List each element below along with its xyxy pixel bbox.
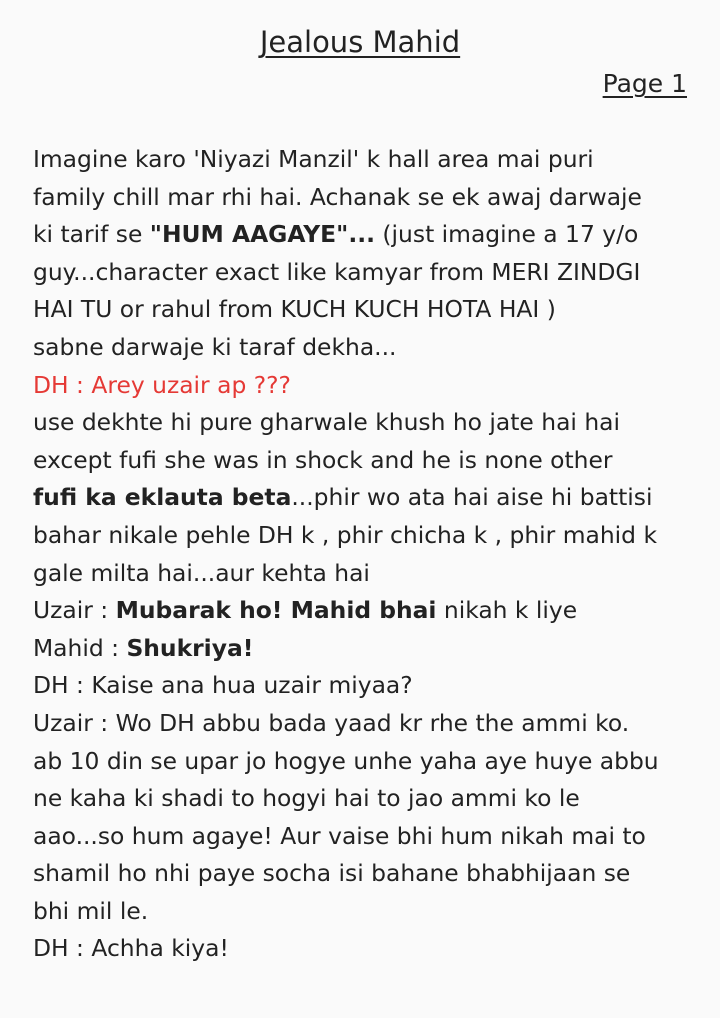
text-segment: DH : Kaise ana hua uzair miyaa? (33, 671, 413, 700)
story-line (33, 667, 693, 705)
text-segment: HAI TU or rahul from KUCH KUCH HOTA HAI ) (33, 295, 556, 324)
text-segment: Mahid : (33, 633, 127, 662)
story-line (33, 930, 693, 968)
text-segment: gale milta hai...aur kehta hai (33, 558, 370, 587)
story-line (33, 855, 693, 893)
story-line (33, 404, 693, 442)
text-segment: nikah k liye (436, 596, 578, 625)
text-segment: family chill mar rhi hai. Achanak se ek awaj darwaje (33, 182, 642, 211)
text-segment: ne kaha ki shadi to hogyi hai to jao ammi ko le (33, 784, 580, 813)
text-segment: DH : Arey uzair ap ??? (33, 370, 291, 399)
text-segment: use dekhte hi pure gharwale khush ho jate hai hai (33, 408, 621, 437)
story-line (33, 442, 693, 480)
story-line (33, 592, 693, 630)
text-segment: Uzair : (33, 596, 116, 625)
text-segment: bahar nikale pehle DH k , phir chicha k , phir mahid k (33, 520, 657, 549)
story-line (33, 179, 693, 217)
story-line (33, 141, 693, 179)
text-segment: DH : Achha kiya! (33, 934, 229, 963)
text-segment: bhi mil le. (33, 896, 149, 925)
page-number: Page 1 (602, 69, 687, 98)
text-segment: shamil ho nhi paye socha isi bahane bhabhijaan se (33, 859, 631, 888)
story-line (33, 479, 693, 517)
story-line (33, 743, 693, 781)
story-line (33, 630, 693, 668)
text-segment: sabne darwaje ki taraf dekha... (33, 332, 397, 361)
story-line (33, 367, 693, 405)
text-segment: aao...so hum agaye! Aur vaise bhi hum nikah mai to (33, 821, 646, 850)
document-title: Jealous Mahid (259, 25, 461, 59)
story-line (33, 555, 693, 593)
story-line (33, 291, 693, 329)
text-segment: (just imagine a 17 y/o (375, 220, 639, 249)
text-segment: ki tarif se (33, 220, 150, 249)
story-line (33, 705, 693, 743)
text-segment: ab 10 din se upar jo hogye unhe yaha aye huye abbu (33, 746, 659, 775)
story-line (33, 893, 693, 931)
bold-text-segment: "HUM AAGAYE"... (149, 220, 375, 249)
text-segment: ...phir wo ata hai aise hi battisi (291, 483, 653, 512)
story-line (33, 517, 693, 555)
story-line (33, 818, 693, 856)
bold-text-segment: Mubarak ho! Mahid bhai (115, 596, 437, 625)
text-segment: except fufi she was in shock and he is none other (33, 445, 613, 474)
story-line (33, 254, 693, 292)
text-segment: Uzair : Wo DH abbu bada yaad kr rhe the ammi ko. (33, 708, 630, 737)
story-line (33, 216, 693, 254)
bold-text-segment: fufi ka eklauta beta (33, 483, 292, 512)
story-line (33, 329, 693, 367)
text-segment: guy...character exact like kamyar from MERI ZINDGI (33, 257, 641, 286)
story-text (33, 141, 693, 968)
bold-text-segment: Shukriya! (126, 633, 254, 662)
story-line (33, 780, 693, 818)
text-segment: Imagine karo 'Niyazi Manzil' k hall area mai puri (33, 145, 594, 173)
